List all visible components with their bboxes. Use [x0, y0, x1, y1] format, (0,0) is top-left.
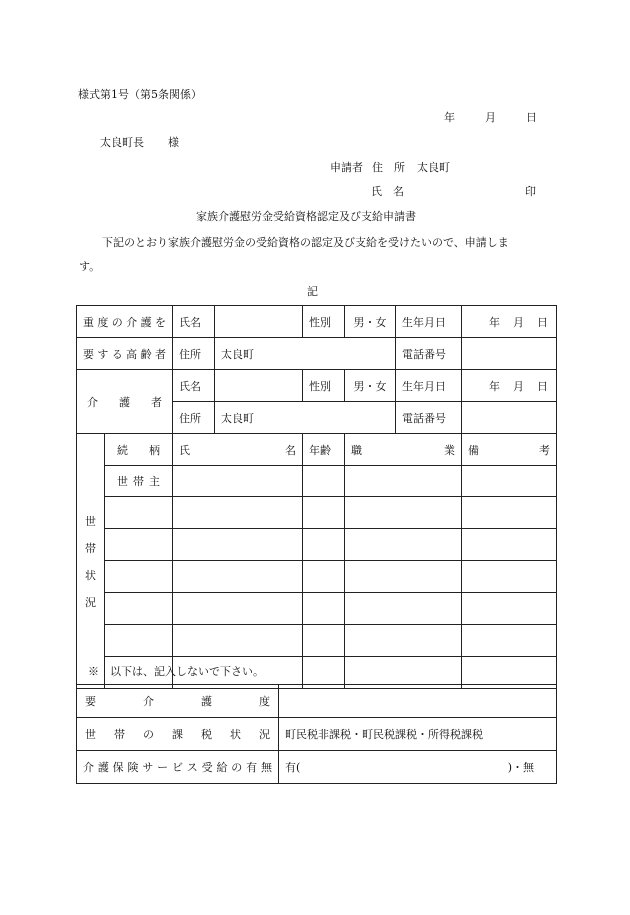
service-label: 介 護 保 険 サ ー ビ ス 受 給 の 有 無 — [77, 751, 279, 784]
household-age-cell[interactable] — [303, 497, 345, 529]
applicant-address-label: 住 所 — [372, 161, 405, 174]
household-remarks-cell[interactable] — [462, 625, 557, 657]
service-row — [77, 751, 557, 784]
tax-status-value[interactable]: 町民税非課税・町民税課税・所得税課税 — [279, 718, 557, 751]
household-name-cell[interactable] — [173, 529, 303, 561]
elderly-birth-label: 生年月日 — [396, 306, 462, 338]
household-relation-cell[interactable] — [105, 497, 173, 529]
household-relation-cell[interactable] — [105, 561, 173, 593]
household-relation-cell[interactable] — [105, 529, 173, 561]
household-remarks-cell[interactable] — [462, 561, 557, 593]
household-name-cell[interactable] — [173, 466, 303, 497]
office-use-note: ※ 以下は、記入しないで下さい。 — [88, 665, 264, 678]
header-relation: 続 柄 — [105, 434, 173, 466]
elderly-row-1 — [77, 306, 557, 338]
caregiver-phone-label: 電話番号 — [396, 402, 462, 434]
care-level-label: 要 介 護 度 — [77, 685, 279, 718]
household-age-cell[interactable] — [303, 529, 345, 561]
elderly-address-field[interactable]: 太良町 — [215, 338, 396, 370]
addressee-honorific: 様 — [168, 136, 179, 149]
household-head-label: 世 帯 主 — [105, 466, 173, 497]
caregiver-sex-label: 性別 — [303, 370, 345, 402]
document-title: 家族介護慰労金受給資格認定及び支給申請書 — [196, 210, 416, 223]
household-age-cell[interactable] — [303, 625, 345, 657]
date-day: 日 — [526, 111, 537, 124]
service-field[interactable] — [279, 751, 557, 784]
household-row — [77, 625, 557, 657]
main-table — [76, 305, 557, 689]
elderly-name-label: 氏名 — [173, 306, 215, 338]
applicant-address-value: 太良町 — [417, 161, 450, 174]
applicant-name-label: 氏 名 — [371, 185, 404, 198]
household-relation-cell[interactable] — [105, 593, 173, 625]
caregiver-birth-label: 生年月日 — [396, 370, 462, 402]
ki-heading: 記 — [307, 285, 318, 298]
service-close: )・無 — [507, 761, 534, 774]
office-table — [76, 684, 557, 784]
addressee — [100, 134, 179, 150]
household-name-cell[interactable] — [173, 497, 303, 529]
service-yes: 有( — [285, 761, 301, 774]
household-job-cell[interactable] — [345, 497, 462, 529]
care-level-row — [77, 685, 557, 718]
caregiver-sex-options[interactable]: 男・女 — [345, 370, 396, 402]
elderly-label-2: 要 す る 高 齢 者 — [77, 338, 173, 370]
care-level-field[interactable] — [279, 685, 557, 718]
elderly-label-1: 重 度 の 介 護 を — [77, 306, 173, 338]
caregiver-address-label: 住所 — [173, 402, 215, 434]
elderly-row-2 — [77, 338, 557, 370]
household-job-cell[interactable] — [345, 529, 462, 561]
household-name-cell[interactable] — [173, 561, 303, 593]
elderly-birth-field[interactable]: 年 月 日 — [462, 306, 557, 338]
elderly-address-label: 住所 — [173, 338, 215, 370]
household-remarks-cell[interactable] — [462, 529, 557, 561]
caregiver-birth-field[interactable]: 年 月 日 — [462, 370, 557, 402]
household-remarks-cell[interactable] — [462, 466, 557, 497]
elderly-phone-field[interactable] — [462, 338, 557, 370]
intro-line-2: す。 — [79, 260, 101, 273]
form-number: 様式第1号（第5条関係） — [78, 88, 202, 101]
intro-line-1: 下記のとおり家族介護慰労金の受給資格の認定及び支給を受けたいので、申請しま — [102, 236, 509, 249]
caregiver-address-field[interactable]: 太良町 — [215, 402, 396, 434]
caregiver-row-1 — [77, 370, 557, 402]
elderly-sex-label: 性別 — [303, 306, 345, 338]
household-row — [77, 561, 557, 593]
applicant-address-line — [330, 159, 450, 175]
header-remarks: 備 考 — [462, 434, 557, 466]
caregiver-name-field[interactable] — [215, 370, 303, 402]
elderly-name-field[interactable] — [215, 306, 303, 338]
household-age-cell[interactable] — [303, 593, 345, 625]
elderly-phone-label: 電話番号 — [396, 338, 462, 370]
elderly-sex-options[interactable]: 男・女 — [345, 306, 396, 338]
header-age: 年齢 — [303, 434, 345, 466]
household-row — [77, 497, 557, 529]
household-row — [77, 593, 557, 625]
household-age-cell[interactable] — [303, 561, 345, 593]
household-header-row — [77, 434, 557, 466]
household-job-cell[interactable] — [345, 561, 462, 593]
tax-status-row — [77, 718, 557, 751]
household-remarks-cell[interactable] — [462, 593, 557, 625]
caregiver-name-label: 氏名 — [173, 370, 215, 402]
applicant-label: 申請者 — [330, 161, 363, 174]
household-age-cell[interactable] — [303, 466, 345, 497]
date-year: 年 — [444, 111, 455, 124]
household-side-label: 世 帯 状 況 — [77, 434, 105, 689]
addressee-name: 太良町長 — [100, 136, 144, 149]
caregiver-label: 介 護 者 — [77, 370, 173, 434]
household-job-cell[interactable] — [345, 625, 462, 657]
header-name: 氏 名 — [173, 434, 303, 466]
seal-mark: 印 — [525, 185, 536, 198]
household-job-cell[interactable] — [345, 466, 462, 497]
household-remarks-cell[interactable] — [462, 497, 557, 529]
tax-status-label: 世 帯 の 課 税 状 況 — [77, 718, 279, 751]
household-row — [77, 529, 557, 561]
caregiver-phone-field[interactable] — [462, 402, 557, 434]
household-job-cell[interactable] — [345, 593, 462, 625]
date-line — [444, 109, 537, 125]
household-name-cell[interactable] — [173, 593, 303, 625]
household-name-cell[interactable] — [173, 625, 303, 657]
household-row-head — [77, 466, 557, 497]
header-job: 職 業 — [345, 434, 462, 466]
date-month: 月 — [485, 111, 496, 124]
household-relation-cell[interactable] — [105, 625, 173, 657]
